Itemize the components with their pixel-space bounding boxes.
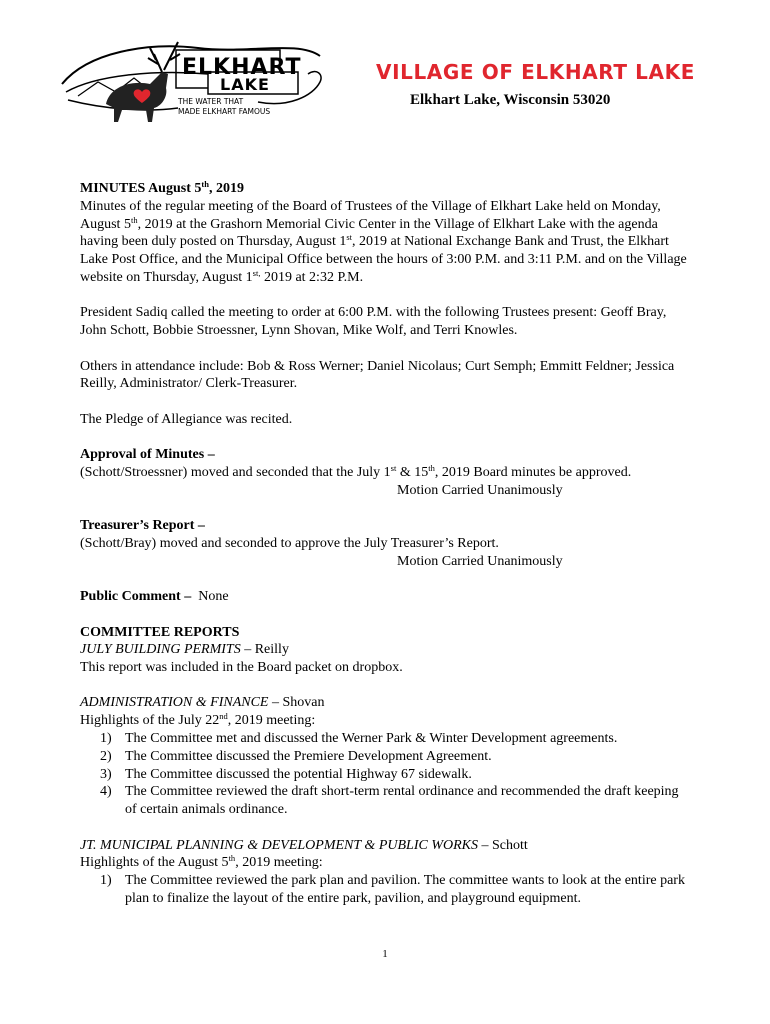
list-item: 4) The Committee reviewed the draft short-term rental ordinance and recommended the draft keeping of certain animals ordinance. [100, 784, 679, 818]
minutes-body [80, 180, 690, 908]
public-comment [80, 588, 690, 606]
minutes-intro: Minutes of the regular meeting of the Board of Trustees of the Village of Elkhart Lake held on Monday, August 5th, 2019 at the Grashorn Memorial Civic Center in the Village of Elkhart Lake with the agenda having been duly posted on Thursday, August 1st, 2019 at National Exchange Bank and Trust, the Elkhart Lake Post Office, and the Municipal Office between the hours of 3:00 P.M. and 3:11 P.M. and on the Village website on Thursday, August $1^{st,}$ 2019 at 2:32 P.M. [80, 198, 687, 285]
planning-public-works-title: JT. MUNICIPAL PLANNING & DEVELOPMENT & PUBLIC WORKS – Schott [80, 837, 528, 853]
admin-finance-highlights: Highlights of the July 22nd, 2019 meeting: [80, 711, 316, 729]
building-permits-text: This report was included in the Board packet on dropbox. [80, 660, 403, 676]
call-to-order: President Sadiq called the meeting to order at 6:00 P.M. with the following Trustees present: Geoff Bray, John Schott, Bobbie Stroessner, Lynn Shovan, Mike Wolf, and Terri Knowles. [80, 305, 667, 339]
svg-text:ELKHART: ELKHART [182, 55, 302, 80]
others-in-attendance: Others in attendance include: Bob & Ross Werner; Daniel Nicolaus; Curt Semph; Emmitt Feldner; Jessica Reilly, Administrator/ Clerk-Treasurer. [80, 358, 675, 392]
minutes-heading: MINUTES August 5th, 2019 [80, 179, 244, 196]
list-item: 2) The Committee discussed the Premiere Development Agreement. [100, 748, 492, 764]
svg-text:MADE ELKHART FAMOUS: MADE ELKHART FAMOUS [178, 107, 271, 116]
approval-motion-text: (Schott/Stroessner) moved and seconded that the July 1st & 15th, 2019 Board minutes be approved. [80, 462, 632, 480]
admin-finance-title: ADMINISTRATION & FINANCE – Shovan [80, 695, 325, 711]
building-permits-title: JULY BUILDING PERMITS – Reilly [80, 642, 289, 658]
svg-text:LAKE: LAKE [220, 75, 270, 94]
village-title: VILLAGE OF ELKHART LAKE [376, 60, 695, 84]
admin-finance-list [80, 730, 690, 819]
planning-list [80, 872, 690, 908]
list-item: 3) The Committee discussed the potential Highway 67 sidewalk. [100, 766, 472, 782]
treasurer-heading: Treasurer’s Report – [80, 518, 205, 534]
approval-motion-result: Motion Carried Unanimously [397, 482, 563, 498]
public-comment-value: None [198, 589, 229, 605]
svg-text:THE WATER THAT: THE WATER THAT [178, 97, 244, 106]
committee-reports-heading: COMMITTEE REPORTS [80, 624, 240, 640]
approval-heading: Approval of Minutes – [80, 447, 215, 463]
planning-highlights: Highlights of the August 5th, 2019 meeting: [80, 853, 323, 871]
village-address: Elkhart Lake, Wisconsin 53020 [410, 92, 611, 108]
public-comment-heading: Public Comment – [80, 589, 192, 605]
list-item: 1) The Committee reviewed the park plan and pavilion. The committee wants to look at the entire park plan to finalize the layout of the entire park, pavilion, and playground equipment. [100, 873, 685, 907]
treasurer-motion-result: Motion Carried Unanimously [397, 553, 563, 569]
elk-logo-graphic [58, 34, 328, 124]
treasurer-motion-text: (Schott/Bray) moved and seconded to approve the July Treasurer’s Report. [80, 535, 499, 551]
page-number: 1 [382, 948, 388, 960]
village-logo [58, 34, 328, 124]
list-item: 1) The Committee met and discussed the Werner Park & Winter Development agreements. [100, 731, 618, 747]
pledge-statement: The Pledge of Allegiance was recited. [80, 411, 293, 427]
